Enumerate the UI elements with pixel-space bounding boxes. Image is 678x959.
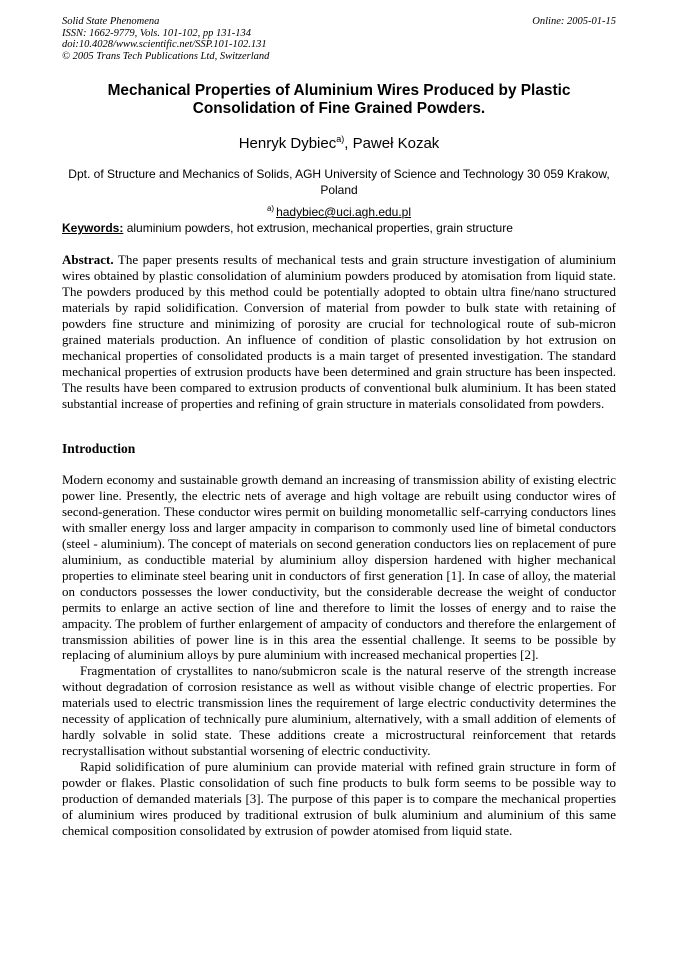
publication-header: [62, 16, 616, 62]
intro-paragraph: Modern economy and sustainable growth demand an increasing of transmission ability of existing electric power line. Presently, the electric nets of average and high voltage are rebuilt using conductor wires of second-generation. These conductor wires permit on building monometallic self-carrying conductors lines with smaller energy loss and larger ampacity in comparison to commonly used line of bimetal conductors (steel - aluminium). The concept of materials on second generation conductors lies on replacement of pure aluminium, as conductible material by aluminium alloy dispersion hardened with higher mechanical properties to eliminate steel bearing unit in conductors of first generation [1]. In case of alloy, the material on conductors possesses the lower conductivity, but the considerable decrease the weight of conductor permits to enlarge an active section of line and therefore to limit the losses of energy and to raise the ampacity. The problem of further enlargement of ampacity of conductors and therefore the enlargement of transmission abilities of power line is in this area the essential challenge. It seems to be possible by replacing of aluminium alloys by pure aluminium with increased mechanical properties [2].: [62, 472, 616, 663]
issn-line: ISSN: 1662-9779, Vols. 101-102, pp 131-134: [62, 27, 251, 39]
author-1: Henryk Dybiec: [238, 135, 337, 152]
email-link[interactable]: hadybiec@uci.agh.edu.pl: [276, 205, 412, 219]
online-date: Online: 2005-01-15: [532, 16, 616, 27]
introduction-body: [62, 472, 616, 839]
keywords-label: Keywords:: [62, 221, 124, 235]
author-1-mark: a): [336, 134, 345, 144]
journal-name: Solid State Phenomena: [62, 16, 160, 27]
abstract: [62, 252, 616, 412]
email-mark: a): [266, 204, 275, 213]
copyright-line: © 2005 Trans Tech Publications Ltd, Switzerland: [62, 50, 270, 62]
author-line: [62, 130, 616, 153]
intro-paragraph: Fragmentation of crystallites to nano/submicron scale is the natural reserve of the strength increase without degradation of corrosion resistance as well as without visible change of electric properties. For materials used to electric transmission lines the requirement of large electric conductivity determines the necessity of application of technically pure aluminium, alternatively, with a small addition of elements of hardly solvable in solid state. These additions create a microstructural reinforcement that retards recrystallisation without substantial worsening of electric conductivity.: [62, 663, 616, 759]
section-heading-introduction: Introduction: [62, 441, 136, 456]
intro-paragraph: Rapid solidification of pure aluminium can provide material with refined grain structure in form of powder or flakes. Plastic consolidation of such fine products to bulk form seems to be possible way to production of demanded materials [3]. The purpose of this paper is to compare the mechanical properties of aluminium wires produced by traditional extrusion of bulk aluminium and aluminium of this same chemical composition consolidated by extrusion of powder atomised from liquid state.: [62, 759, 616, 838]
keywords-text: aluminium powders, hot extrusion, mechanical properties, grain structure: [126, 221, 513, 235]
affiliation: Dpt. of Structure and Mechanics of Solids, AGH University of Science and Technology 30 059 Krakow, Poland: [68, 167, 610, 197]
abstract-label: Abstract.: [62, 252, 114, 267]
keywords-line: [62, 221, 616, 236]
email-line: [62, 201, 616, 220]
doi-line[interactable]: doi:10.4028/www.scientific.net/SSP.101-102.131: [62, 39, 267, 51]
paper-title: Mechanical Properties of Aluminium Wires Produced by Plastic Consolidation of Fine Grained Powders.: [107, 82, 571, 117]
abstract-text: The paper presents results of mechanical tests and grain structure investigation of aluminium wires obtained by plastic consolidation of aluminium powders produced by atomisation from liquid state. The powders produced by this method could be potentially adopted to obtain ultra fine/nano structured materials by rapid solidification. Conversion of material from powder to bulk state with retaining of powders fine structure and minimizing of porosity are crucial for technological route of sub-micron grained materials production. An influence of condition of plastic consolidation by hot extrusion on mechanical properties of consolidated products is a main target of presented investigation. The standard mechanical properties of extrusion products have been determined and grain structure has been inspected. The results have been compared to extrusion products of conventional bulk aluminium. It has been stated substantial increase of properties and refining of grain structure in materials consolidated from powders.: [62, 252, 617, 411]
author-2: , Paweł Kozak: [344, 135, 440, 152]
